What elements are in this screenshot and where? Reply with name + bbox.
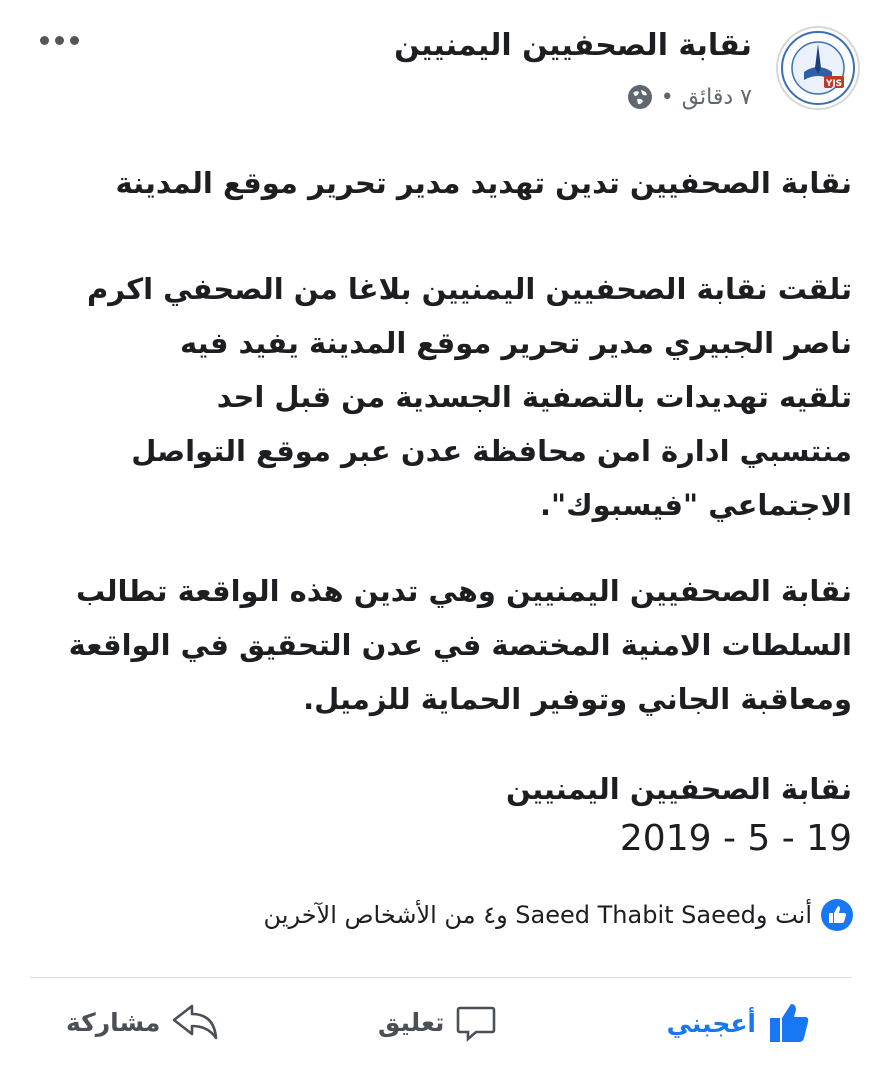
paragraph-line: الاجتماعي "فيسبوك". — [539, 488, 852, 522]
page-name[interactable]: نقابة الصحفيين اليمنيين — [394, 28, 752, 63]
post-paragraph-2 — [22, 564, 852, 726]
paragraph-line: تلقت نقابة الصحفيين اليمنيين بلاغا من الصحفي اكرم — [86, 272, 852, 306]
dot-icon — [55, 36, 64, 45]
reactions-summary[interactable] — [264, 898, 855, 932]
like-button[interactable] — [667, 1000, 812, 1046]
thumbs-up-icon — [766, 1000, 812, 1046]
dot-icon — [70, 36, 79, 45]
more-options-button[interactable] — [40, 36, 79, 45]
paragraph-line: ناصر الجبيري مدير تحرير موقع المدينة يفيد فيه — [180, 326, 852, 360]
action-bar — [0, 1000, 882, 1060]
post-paragraph-1 — [22, 262, 852, 532]
like-reaction-icon — [820, 898, 854, 932]
paragraph-line: منتسبي ادارة امن محافظة عدن عبر موقع التواصل — [131, 434, 852, 468]
paragraph-line: السلطات الامنية المختصة في عدن التحقيق في الواقعة — [68, 628, 852, 662]
paragraph-line: نقابة الصحفيين اليمنيين وهي تدين هذه الواقعة تطالب — [75, 574, 852, 608]
like-label: أعجبني — [666, 1008, 756, 1038]
share-arrow-icon — [170, 1000, 220, 1044]
yjs-logo-icon — [778, 28, 858, 108]
globe-icon — [627, 84, 653, 110]
paragraph-line: ومعاقبة الجاني وتوفير الحماية للزميل. — [303, 682, 852, 716]
share-button[interactable] — [66, 1000, 220, 1044]
dot-icon — [40, 36, 49, 45]
post-header — [0, 0, 882, 140]
meta-separator: • — [660, 84, 674, 110]
comment-bubble-icon — [454, 1000, 498, 1044]
post-date: 2019 - 5 - 19 — [619, 818, 852, 859]
page-avatar[interactable] — [776, 26, 860, 110]
reactions-text[interactable]: أنت وSaeed Thabit Saeed و٤ من الأشخاص الآخرين — [263, 901, 812, 929]
divider — [30, 977, 852, 978]
post-signature: نقابة الصحفيين اليمنيين — [506, 772, 852, 806]
comment-label: تعليق — [378, 1007, 445, 1037]
post-time[interactable]: ٧ دقائق — [681, 84, 752, 110]
paragraph-line: تلقيه تهديدات بالتصفية الجسدية من قبل احد — [216, 380, 852, 414]
post-title: نقابة الصحفيين تدين تهديد مدير تحرير موقع المدينة — [115, 166, 852, 200]
svg-text:YJS: YJS — [825, 79, 843, 89]
comment-button[interactable] — [378, 1000, 498, 1044]
share-label: مشاركة — [66, 1007, 161, 1037]
post-meta — [627, 84, 752, 110]
